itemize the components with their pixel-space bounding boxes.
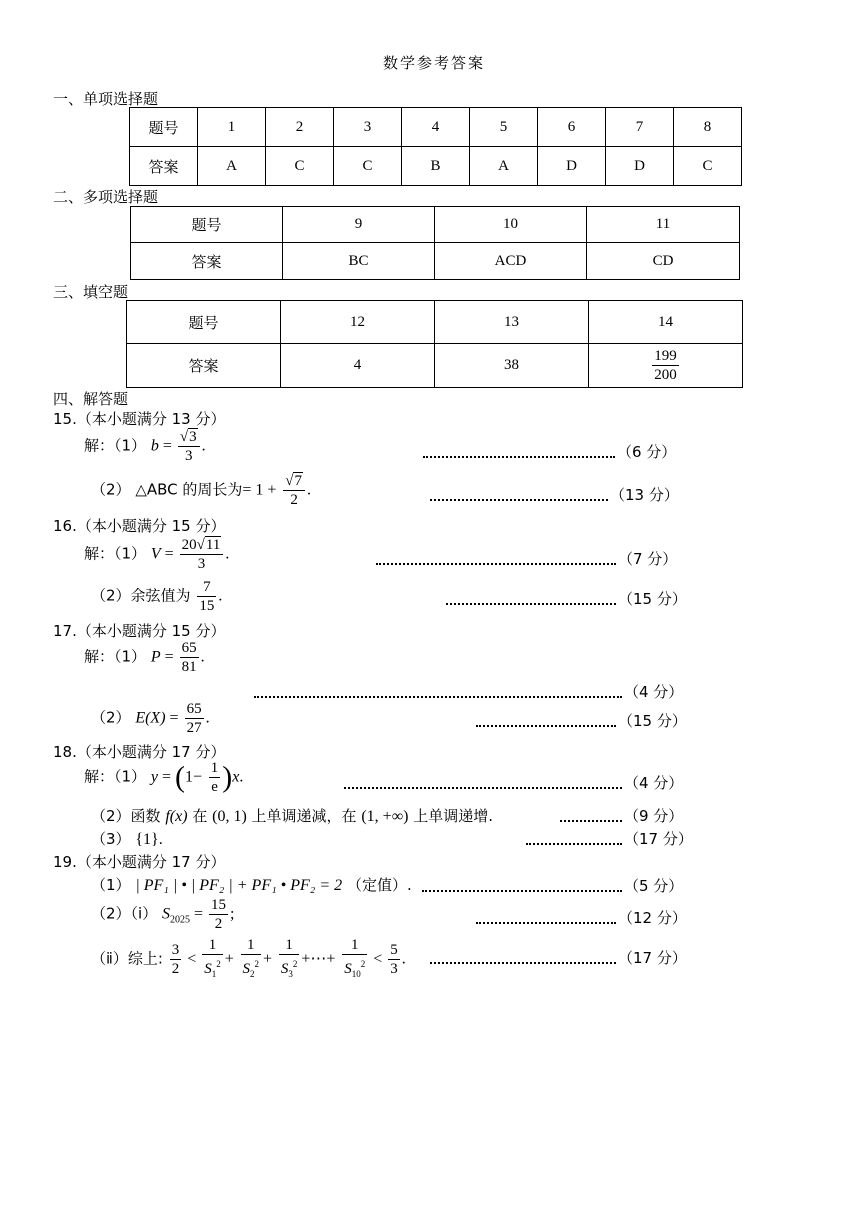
- sum-term: $\frac{1}{S_3^2}$: [280, 937, 298, 979]
- answer-cell: 38: [435, 344, 589, 388]
- fraction: [209, 896, 228, 933]
- question-number: 5: [470, 108, 538, 147]
- q16-part2-score: [446, 588, 687, 609]
- part-prefix: （2）: [91, 708, 131, 727]
- expression: | PF₁ | • | PF₂ | + PF₁ • PF₂ = 2: [135, 877, 343, 894]
- expression: {1}: [135, 831, 159, 848]
- denominator: 2: [171, 961, 180, 977]
- score: （7 分）: [618, 550, 678, 568]
- row-label-answer: 答案: [127, 344, 281, 388]
- radicand: 11: [205, 537, 221, 553]
- numerator: 1: [210, 760, 219, 776]
- variable: S: [162, 905, 170, 923]
- interval: (0, 1): [212, 808, 247, 825]
- q16-header: 16.（本小题满分 15 分）: [53, 517, 226, 535]
- question-number: 4: [402, 108, 470, 147]
- answer-cell: A: [198, 147, 266, 186]
- part-prefix: （2）函数: [91, 807, 161, 825]
- fill-blank-table: [126, 300, 743, 388]
- answer-cell: C: [334, 147, 402, 186]
- q18-part1: 解：（1） y = (1− $\frac{1}{e}$ )x.: [84, 760, 244, 795]
- question-number: 13: [435, 301, 589, 344]
- part-prefix: 解：（1）: [84, 436, 147, 455]
- q19-header: 19.（本小题满分 17 分）: [53, 853, 226, 871]
- answer-cell: CD: [587, 243, 740, 280]
- q17-part2: （2） E(X) = $\frac{65}{27}$ .: [91, 701, 210, 736]
- q19-part2: （2）（ⅰ） $S_{2025}$ = $\frac{15}{2}$ ;: [91, 897, 235, 932]
- question-number: 11: [587, 207, 740, 243]
- q17-part1-score: [254, 681, 683, 702]
- statement: △ABC 的周长为: [135, 480, 243, 499]
- sum-term: $\frac{1}{S_2^2}$: [242, 937, 260, 979]
- expression: E(X): [135, 709, 166, 727]
- part-prefix: （2）: [91, 480, 131, 499]
- question-number: 7: [606, 108, 674, 147]
- section3-heading: 三、填空题: [53, 283, 129, 301]
- fraction: [180, 639, 199, 676]
- score: （6 分）: [617, 443, 677, 461]
- numerator: 5: [390, 942, 398, 958]
- part-prefix: 解：（1）: [84, 647, 147, 666]
- answer-cell: A: [470, 147, 538, 186]
- denominator: 15: [199, 598, 215, 614]
- score: （5 分）: [624, 877, 684, 895]
- q19-part2-score: [476, 907, 687, 928]
- q15-part2-score: [430, 484, 679, 505]
- numerator: 15: [211, 897, 227, 913]
- q16-part1-score: [376, 548, 677, 569]
- part-prefix: 解：（1）: [84, 544, 147, 563]
- q17-part2-score: [476, 710, 687, 731]
- section4-heading: 四、解答题: [53, 390, 129, 408]
- score: （4 分）: [624, 774, 684, 792]
- q15-header: 15.（本小题满分 13 分）: [53, 410, 226, 428]
- page-title: 数学参考答案: [382, 54, 485, 72]
- row-label-question: 题号: [127, 301, 281, 344]
- q16-part1: 解：（1） V = $\frac{20√11}{3}$ .: [84, 537, 230, 572]
- denominator: 2: [290, 492, 298, 508]
- q16-part2: （2）余弦值为 $\frac{7}{15}$ .: [91, 579, 223, 614]
- function: f(x): [165, 808, 188, 825]
- variable: V: [150, 545, 161, 563]
- question-number: 14: [589, 301, 743, 344]
- q19-part1-score: [422, 875, 683, 896]
- statement: 在: [192, 807, 208, 825]
- q18-header: 18.（本小题满分 17 分）: [53, 743, 226, 761]
- row-label-question: 题号: [130, 108, 198, 147]
- numerator: 7: [294, 473, 302, 489]
- statement: 上单调递增.: [413, 807, 493, 825]
- score: （17 分）: [624, 830, 693, 848]
- answer-cell: BC: [283, 243, 435, 280]
- question-number: 6: [538, 108, 606, 147]
- question-number: 3: [334, 108, 402, 147]
- sum-term: $\frac{1}{S_{10}^2}$: [344, 937, 366, 979]
- denominator: 81: [181, 659, 197, 675]
- score: （4 分）: [624, 683, 684, 701]
- score: （17 分）: [618, 949, 687, 967]
- fraction: $\frac{√3}{3}$: [178, 428, 200, 465]
- fraction: $\frac{√7}{2}$: [283, 472, 305, 509]
- q19-part1: [91, 874, 412, 895]
- variable: P: [150, 648, 161, 666]
- numerator: 65: [186, 701, 202, 717]
- section2-heading: 二、多项选择题: [53, 188, 159, 206]
- q19-part3: （ⅱ）综上: $\frac{3}{2}$ < $\frac{1}{S_1^2}$ + $\frac{1}{S_2^2}$ + $\frac{1}{S_3^2}$ +⋯+ $\frac{1}{S_{10}^2}$ < $\frac{5}{3}$ .: [91, 936, 406, 983]
- row-label-answer: 答案: [130, 147, 198, 186]
- multiple-choice-table: [130, 206, 740, 280]
- subscript: 2025: [170, 914, 190, 926]
- fraction: [209, 759, 221, 796]
- fraction: [652, 347, 679, 384]
- numerator: 65: [181, 640, 197, 656]
- question-number: 8: [674, 108, 742, 147]
- score: （12 分）: [618, 909, 687, 927]
- numerator: 199: [654, 348, 677, 364]
- q18-part1-score: [344, 772, 683, 793]
- row-label-question: 题号: [131, 207, 283, 243]
- denominator: 2: [214, 916, 223, 932]
- variable: y: [150, 768, 158, 786]
- answer-cell-fraction: [589, 344, 743, 388]
- denominator: 27: [186, 720, 202, 736]
- row-label-answer: 答案: [131, 243, 283, 280]
- denominator: 3: [184, 448, 193, 464]
- q18-part2-score: [560, 805, 683, 826]
- coefficient: 20: [181, 537, 197, 553]
- q18-part3-score: [526, 828, 693, 849]
- part-prefix: （1）: [91, 876, 131, 894]
- numerator: 7: [197, 578, 216, 597]
- question-number: 12: [281, 301, 435, 344]
- variable: b: [150, 437, 159, 455]
- numerator: 3: [189, 429, 197, 445]
- part-prefix: 解：（1）: [84, 767, 147, 786]
- q19-part3-score: [430, 947, 687, 968]
- question-number: 9: [283, 207, 435, 243]
- score: （15 分）: [618, 590, 687, 608]
- single-choice-table: [129, 107, 742, 186]
- answer-cell: 4: [281, 344, 435, 388]
- part-prefix: （ⅱ）综上:: [91, 949, 163, 968]
- fraction: [388, 941, 400, 978]
- score: （15 分）: [618, 712, 687, 730]
- q18-part3: （3） {1}.: [91, 830, 163, 848]
- part-prefix: （3）: [91, 830, 131, 848]
- constant: 1: [184, 768, 193, 786]
- interval: (1, +∞): [361, 808, 409, 825]
- question-number: 1: [198, 108, 266, 147]
- q17-part1: 解：（1） P = $\frac{65}{81}$ .: [84, 640, 205, 675]
- numerator: 3: [171, 942, 180, 958]
- q15-part1-score: [423, 441, 676, 462]
- denominator: 3: [390, 961, 398, 977]
- q15-part1: 解：（1） b = $\frac{√3}{3}$ .: [84, 429, 206, 464]
- variable: x: [232, 768, 240, 786]
- expression: = 1 +: [242, 481, 277, 499]
- section1-heading: 一、单项选择题: [53, 90, 159, 108]
- answer-cell: D: [538, 147, 606, 186]
- question-number: 2: [266, 108, 334, 147]
- fraction: $\frac{20√11}{3}$: [180, 536, 224, 573]
- answer-cell: B: [402, 147, 470, 186]
- denominator: e: [211, 779, 218, 795]
- denominator: 200: [654, 367, 677, 383]
- answer-cell: C: [266, 147, 334, 186]
- note: （定值）.: [346, 876, 412, 894]
- statement: 上单调递减，在: [251, 807, 357, 825]
- q15-part2: （2） △ABC 的周长为= 1 + $\frac{√7}{2}$ .: [91, 473, 311, 508]
- question-number: 10: [435, 207, 587, 243]
- q17-header: 17.（本小题满分 15 分）: [53, 622, 226, 640]
- q18-part2: [91, 805, 493, 826]
- answer-cell: ACD: [435, 243, 587, 280]
- fraction: [170, 941, 182, 978]
- answer-cell: D: [606, 147, 674, 186]
- part-prefix: （2）（ⅰ）: [91, 904, 158, 923]
- fraction: [197, 578, 216, 615]
- answer-cell: C: [674, 147, 742, 186]
- score: （9 分）: [624, 807, 684, 825]
- score: （13 分）: [610, 486, 679, 504]
- part-prefix: （2）余弦值为: [91, 586, 191, 605]
- sum-term: $\frac{1}{S_1^2}$: [204, 937, 221, 979]
- denominator: 3: [197, 556, 206, 572]
- fraction: [185, 700, 204, 737]
